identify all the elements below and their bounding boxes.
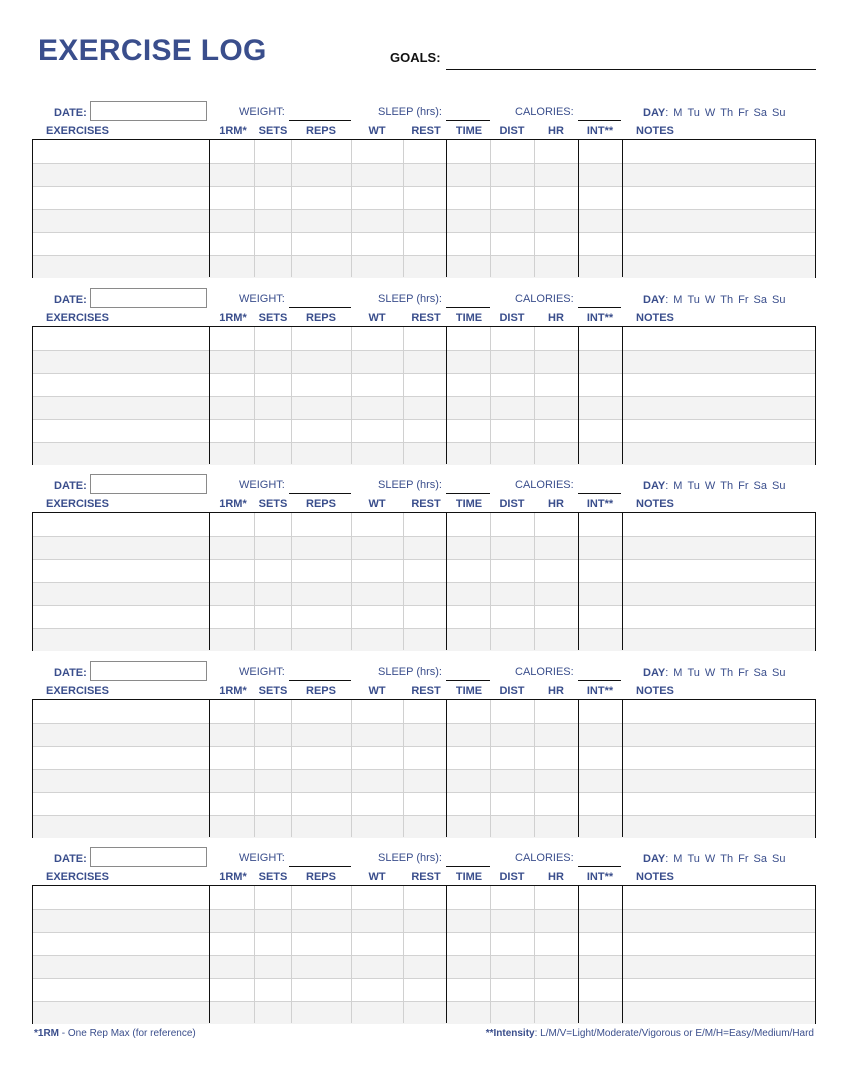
weight-label: WEIGHT: (239, 666, 285, 678)
column-header-exercises: EXERCISES (46, 685, 109, 697)
column-divider (291, 140, 292, 277)
sleep-input-line[interactable] (446, 307, 490, 308)
sleep-input-line[interactable] (446, 120, 490, 121)
table-row[interactable] (33, 163, 815, 186)
calories-input-line[interactable] (578, 307, 621, 308)
column-header-time: TIME (455, 125, 483, 137)
column-divider (446, 513, 447, 650)
exercise-table (32, 139, 816, 278)
column-divider (254, 700, 255, 837)
day-option-th[interactable]: Th (720, 107, 734, 119)
page-title: EXERCISE LOG (38, 34, 267, 67)
column-divider (403, 513, 404, 650)
weight-input-line[interactable] (289, 493, 351, 494)
column-header-notes: NOTES (636, 125, 674, 137)
table-row[interactable] (33, 209, 815, 232)
table-row[interactable] (33, 536, 815, 559)
column-divider (291, 327, 292, 464)
column-divider (490, 700, 491, 837)
column-header-reps: REPS (306, 312, 336, 324)
column-divider (254, 513, 255, 650)
column-header-1rm: 1RM* (219, 871, 247, 883)
table-row[interactable] (33, 746, 815, 769)
day-option-tu[interactable]: Tu (687, 107, 700, 119)
table-row[interactable] (33, 932, 815, 955)
column-divider (490, 513, 491, 650)
column-header-exercises: EXERCISES (46, 312, 109, 324)
column-header-time: TIME (455, 685, 483, 697)
footnote-1rm-term: *1RM (34, 1028, 60, 1039)
table-row[interactable] (33, 769, 815, 792)
day-option-su[interactable]: Su (771, 853, 786, 865)
column-header-notes: NOTES (636, 685, 674, 697)
column-divider (490, 140, 491, 277)
table-row[interactable] (33, 140, 815, 163)
table-row[interactable] (33, 255, 815, 278)
column-header-notes: NOTES (636, 312, 674, 324)
column-header-reps: REPS (306, 498, 336, 510)
column-divider (351, 886, 352, 1023)
sleep-input-line[interactable] (446, 493, 490, 494)
table-row[interactable] (33, 978, 815, 1001)
day-option-tu[interactable]: Tu (687, 294, 700, 306)
column-header-dist: DIST (499, 125, 525, 137)
column-divider (622, 513, 623, 650)
column-header-int: INT** (586, 685, 614, 697)
date-input[interactable] (90, 288, 207, 308)
table-row[interactable] (33, 605, 815, 628)
log-section (0, 101, 848, 287)
day-option-su[interactable]: Su (771, 480, 786, 492)
column-divider (291, 700, 292, 837)
day-label-colon: : (665, 294, 669, 306)
day-option-m[interactable]: M (673, 294, 683, 306)
column-divider (351, 700, 352, 837)
column-header-int: INT** (586, 871, 614, 883)
column-divider (534, 140, 535, 277)
column-header-reps: REPS (306, 125, 336, 137)
day-option-w[interactable]: W (704, 480, 716, 492)
sleep-label: SLEEP (hrs): (378, 106, 442, 118)
column-header-exercises: EXERCISES (46, 871, 109, 883)
table-row[interactable] (33, 1001, 815, 1024)
column-header-time: TIME (455, 871, 483, 883)
footnote-intensity-term: **Intensity (485, 1028, 535, 1039)
table-row[interactable] (33, 792, 815, 815)
log-section (0, 288, 848, 474)
exercise-table (32, 512, 816, 651)
table-row[interactable] (33, 815, 815, 838)
column-divider (254, 327, 255, 464)
column-divider (578, 886, 579, 1023)
day-label-colon: : (665, 107, 669, 119)
date-input[interactable] (90, 847, 207, 867)
column-divider (490, 327, 491, 464)
day-option-th[interactable]: Th (720, 667, 734, 679)
sleep-label: SLEEP (hrs): (378, 479, 442, 491)
table-row[interactable] (33, 232, 815, 255)
column-divider (291, 513, 292, 650)
day-option-fr[interactable]: Fr (738, 480, 749, 492)
day-label: DAY (643, 480, 666, 492)
day-selector (643, 480, 785, 492)
column-divider (446, 700, 447, 837)
day-label: DAY (643, 667, 666, 679)
date-label: DATE: (54, 480, 87, 492)
day-label-colon: : (665, 480, 669, 492)
day-option-w[interactable]: W (704, 853, 716, 865)
table-row[interactable] (33, 582, 815, 605)
column-divider (622, 700, 623, 837)
column-divider (578, 140, 579, 277)
column-divider (446, 140, 447, 277)
table-row[interactable] (33, 886, 815, 909)
weight-input-line[interactable] (289, 307, 351, 308)
column-header-time: TIME (455, 312, 483, 324)
column-header-sets: SETS (258, 498, 288, 510)
goals-label: GOALS: (390, 50, 441, 65)
calories-label: CALORIES: (515, 666, 574, 678)
column-header-time: TIME (455, 498, 483, 510)
day-option-fr[interactable]: Fr (738, 107, 749, 119)
column-header-wt: WT (368, 871, 386, 883)
log-section (0, 474, 848, 660)
day-option-m[interactable]: M (673, 107, 683, 119)
day-option-su[interactable]: Su (771, 294, 786, 306)
date-label: DATE: (54, 667, 87, 679)
table-row[interactable] (33, 419, 815, 442)
column-header-hr: HR (548, 685, 564, 697)
weight-label: WEIGHT: (239, 106, 285, 118)
sleep-input-line[interactable] (446, 866, 490, 867)
day-option-tu[interactable]: Tu (687, 480, 700, 492)
column-header-rest: REST (411, 685, 441, 697)
day-selector (643, 853, 785, 865)
day-option-m[interactable]: M (673, 853, 683, 865)
day-selector (643, 667, 785, 679)
column-header-hr: HR (548, 871, 564, 883)
day-label-colon: : (665, 853, 669, 865)
column-header-dist: DIST (499, 498, 525, 510)
day-option-m[interactable]: M (673, 480, 683, 492)
log-section (0, 661, 848, 847)
column-header-sets: SETS (258, 312, 288, 324)
column-header-rest: REST (411, 871, 441, 883)
date-input[interactable] (90, 474, 207, 494)
goals-input-line[interactable] (446, 69, 816, 70)
column-header-hr: HR (548, 312, 564, 324)
day-selector (643, 107, 785, 119)
footnote-1rm (34, 1028, 196, 1039)
column-divider (351, 513, 352, 650)
day-option-w[interactable]: W (704, 294, 716, 306)
exercise-table (32, 326, 816, 465)
day-option-th[interactable]: Th (720, 853, 734, 865)
calories-label: CALORIES: (515, 852, 574, 864)
table-row[interactable] (33, 628, 815, 651)
table-row[interactable] (33, 186, 815, 209)
table-row[interactable] (33, 700, 815, 723)
footnote-intensity (486, 1028, 814, 1039)
column-divider (254, 140, 255, 277)
day-option-tu[interactable]: Tu (687, 853, 700, 865)
column-divider (403, 700, 404, 837)
day-label: DAY (643, 107, 666, 119)
column-header-1rm: 1RM* (219, 498, 247, 510)
table-row[interactable] (33, 373, 815, 396)
table-row[interactable] (33, 327, 815, 350)
exercise-table (32, 885, 816, 1024)
calories-input-line[interactable] (578, 120, 621, 121)
day-option-sa[interactable]: Sa (753, 107, 767, 119)
column-header-sets: SETS (258, 125, 288, 137)
column-divider (622, 140, 623, 277)
day-option-su[interactable]: Su (771, 107, 786, 119)
column-header-rest: REST (411, 498, 441, 510)
column-divider (578, 327, 579, 464)
calories-input-line[interactable] (578, 866, 621, 867)
column-header-dist: DIST (499, 685, 525, 697)
column-header-wt: WT (368, 125, 386, 137)
date-label: DATE: (54, 853, 87, 865)
column-divider (209, 513, 210, 650)
day-option-fr[interactable]: Fr (738, 667, 749, 679)
weight-label: WEIGHT: (239, 852, 285, 864)
date-label: DATE: (54, 107, 87, 119)
column-header-notes: NOTES (636, 871, 674, 883)
column-header-1rm: 1RM* (219, 312, 247, 324)
calories-label: CALORIES: (515, 479, 574, 491)
sleep-label: SLEEP (hrs): (378, 293, 442, 305)
column-header-notes: NOTES (636, 498, 674, 510)
sleep-label: SLEEP (hrs): (378, 852, 442, 864)
table-row[interactable] (33, 723, 815, 746)
weight-input-line[interactable] (289, 120, 351, 121)
column-header-sets: SETS (258, 685, 288, 697)
column-header-exercises: EXERCISES (46, 125, 109, 137)
column-header-rest: REST (411, 125, 441, 137)
column-header-wt: WT (368, 498, 386, 510)
column-header-dist: DIST (499, 312, 525, 324)
column-divider (622, 327, 623, 464)
footnote-1rm-text: - One Rep Max (for reference) (59, 1028, 196, 1039)
day-option-m[interactable]: M (673, 667, 683, 679)
day-option-su[interactable]: Su (771, 667, 786, 679)
calories-label: CALORIES: (515, 106, 574, 118)
day-selector (643, 294, 785, 306)
table-row[interactable] (33, 442, 815, 465)
weight-input-line[interactable] (289, 866, 351, 867)
sleep-label: SLEEP (hrs): (378, 666, 442, 678)
day-option-th[interactable]: Th (720, 480, 734, 492)
column-divider (351, 140, 352, 277)
day-option-fr[interactable]: Fr (738, 853, 749, 865)
column-header-sets: SETS (258, 871, 288, 883)
column-header-rest: REST (411, 312, 441, 324)
column-divider (209, 140, 210, 277)
column-header-reps: REPS (306, 871, 336, 883)
log-section (0, 847, 848, 1033)
day-option-th[interactable]: Th (720, 294, 734, 306)
table-row[interactable] (33, 909, 815, 932)
table-row[interactable] (33, 513, 815, 536)
column-divider (534, 700, 535, 837)
table-row[interactable] (33, 955, 815, 978)
day-option-sa[interactable]: Sa (753, 480, 767, 492)
column-header-dist: DIST (499, 871, 525, 883)
table-row[interactable] (33, 350, 815, 373)
day-option-sa[interactable]: Sa (753, 853, 767, 865)
weight-input-line[interactable] (289, 680, 351, 681)
day-label-colon: : (665, 667, 669, 679)
column-header-exercises: EXERCISES (46, 498, 109, 510)
column-header-hr: HR (548, 498, 564, 510)
day-option-w[interactable]: W (704, 107, 716, 119)
column-divider (403, 140, 404, 277)
day-option-fr[interactable]: Fr (738, 294, 749, 306)
calories-label: CALORIES: (515, 293, 574, 305)
column-divider (351, 327, 352, 464)
column-header-wt: WT (368, 685, 386, 697)
column-divider (534, 886, 535, 1023)
column-header-reps: REPS (306, 685, 336, 697)
column-divider (534, 327, 535, 464)
column-header-int: INT** (586, 312, 614, 324)
column-divider (403, 327, 404, 464)
column-divider (209, 700, 210, 837)
day-label: DAY (643, 853, 666, 865)
table-row[interactable] (33, 396, 815, 419)
column-divider (291, 886, 292, 1023)
column-divider (209, 327, 210, 464)
column-divider (446, 886, 447, 1023)
column-divider (622, 886, 623, 1023)
exercise-table (32, 699, 816, 838)
column-divider (490, 886, 491, 1023)
day-option-sa[interactable]: Sa (753, 294, 767, 306)
weight-label: WEIGHT: (239, 479, 285, 491)
column-divider (534, 513, 535, 650)
sleep-input-line[interactable] (446, 680, 490, 681)
day-option-sa[interactable]: Sa (753, 667, 767, 679)
date-label: DATE: (54, 294, 87, 306)
column-divider (254, 886, 255, 1023)
column-header-1rm: 1RM* (219, 125, 247, 137)
column-header-hr: HR (548, 125, 564, 137)
day-label: DAY (643, 294, 666, 306)
day-option-tu[interactable]: Tu (687, 667, 700, 679)
column-divider (578, 700, 579, 837)
date-input[interactable] (90, 661, 207, 681)
table-row[interactable] (33, 559, 815, 582)
column-divider (446, 327, 447, 464)
calories-input-line[interactable] (578, 493, 621, 494)
column-divider (403, 886, 404, 1023)
weight-label: WEIGHT: (239, 293, 285, 305)
calories-input-line[interactable] (578, 680, 621, 681)
column-header-int: INT** (586, 125, 614, 137)
date-input[interactable] (90, 101, 207, 121)
column-header-1rm: 1RM* (219, 685, 247, 697)
column-divider (578, 513, 579, 650)
column-header-int: INT** (586, 498, 614, 510)
footnote-intensity-text: : L/M/V=Light/Moderate/Vigorous or E/M/H=Easy/Medium/Hard (534, 1028, 814, 1039)
column-header-wt: WT (368, 312, 386, 324)
column-divider (209, 886, 210, 1023)
day-option-w[interactable]: W (704, 667, 716, 679)
